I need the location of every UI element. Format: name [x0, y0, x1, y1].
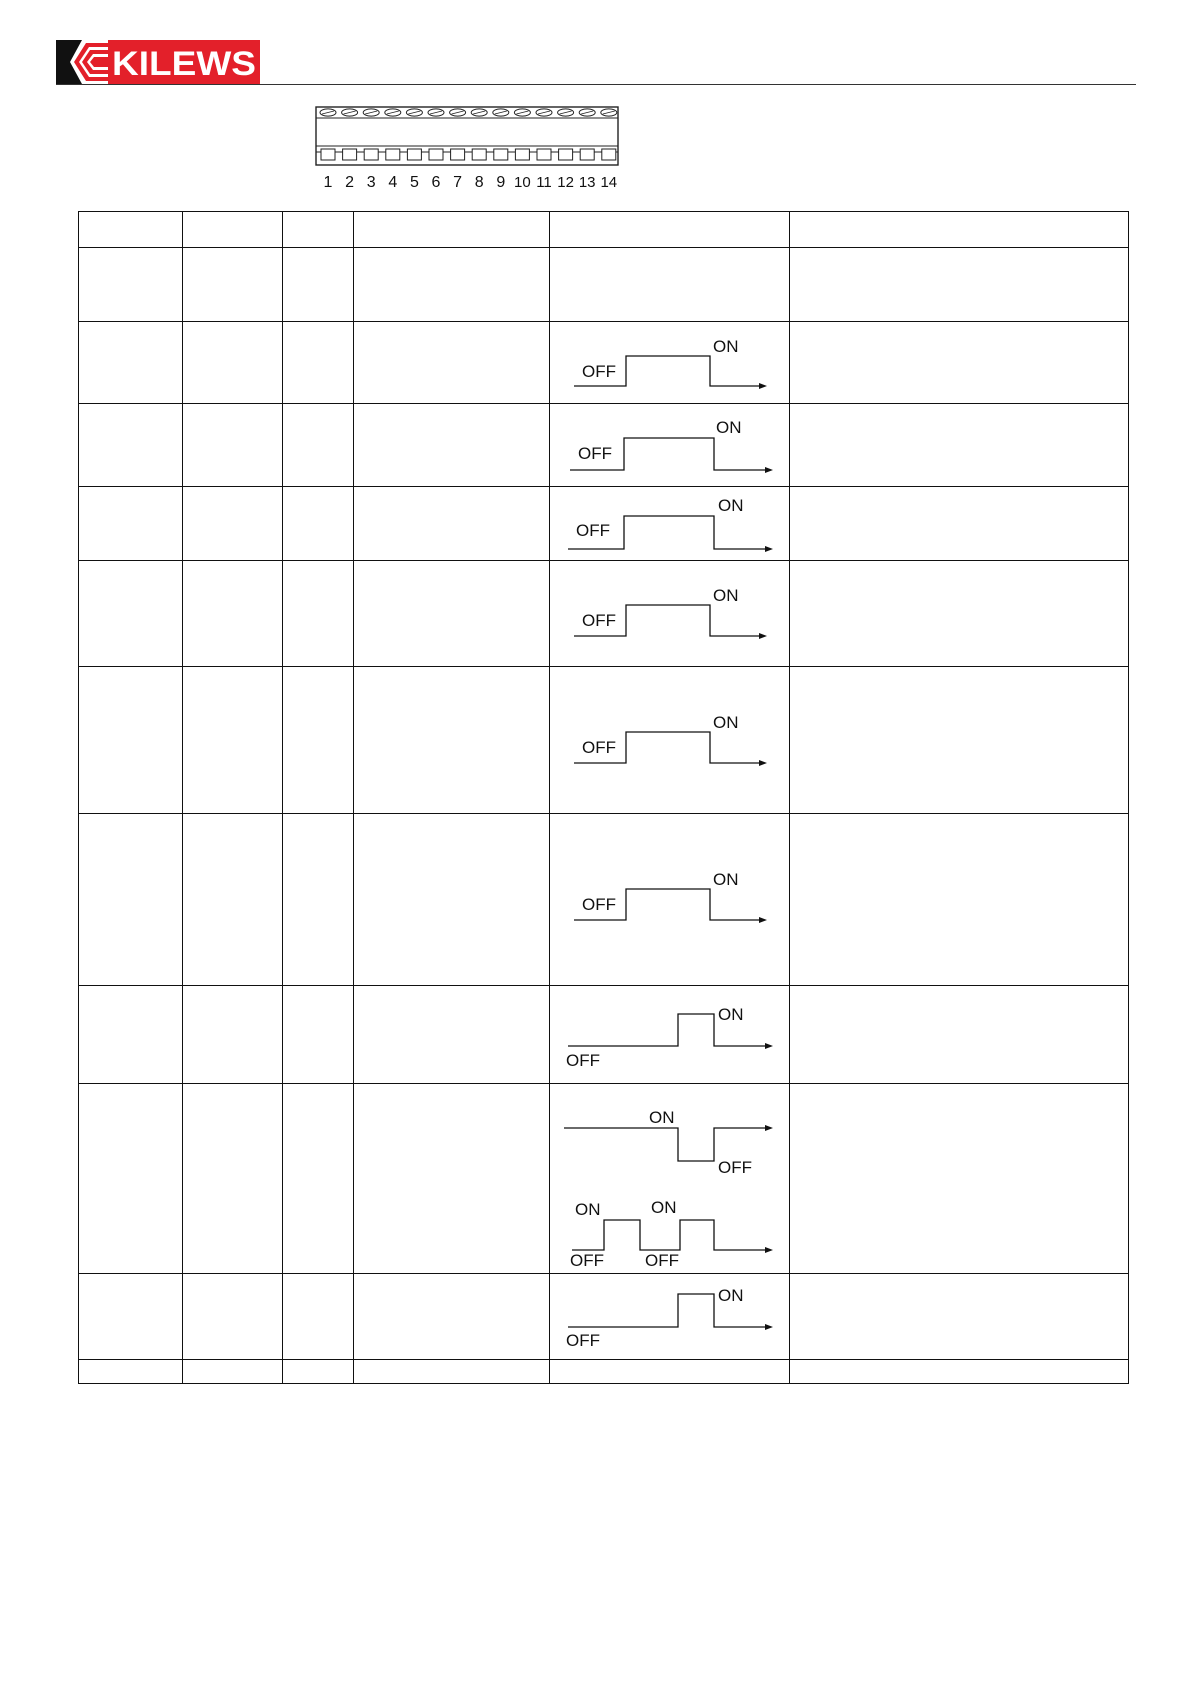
table-cell [283, 1084, 354, 1274]
terminal-pin-number: 1 [323, 174, 333, 191]
table-cell [354, 487, 550, 561]
table-row [79, 1084, 1129, 1274]
waveform-cell [550, 561, 790, 667]
waveform-label-on: ON [649, 1108, 675, 1127]
waveform-label-on: ON [713, 713, 739, 732]
waveform-cell [550, 814, 790, 986]
terminal-pin-number: 2 [345, 174, 355, 191]
table-row [79, 667, 1129, 814]
terminal-wire-slot [343, 149, 357, 160]
terminal-wire-slot [386, 149, 400, 160]
waveform-cell [550, 487, 790, 561]
terminal-pin-number: 14 [600, 174, 618, 191]
waveform-label-on: ON [713, 337, 739, 356]
terminal-wire-slot [537, 149, 551, 160]
terminal-pin-number: 11 [536, 174, 552, 191]
table-cell [354, 1274, 550, 1360]
table-cell [79, 561, 183, 667]
table-cell [790, 561, 1129, 667]
table-cell [79, 322, 183, 404]
header-rule [56, 84, 1136, 85]
table-cell [283, 986, 354, 1084]
waveform-short-pulse [550, 1274, 790, 1359]
terminal-block-diagram [314, 104, 620, 194]
table-cell [790, 487, 1129, 561]
terminal-pin-number: 3 [366, 174, 376, 191]
waveform-label-off: OFF [566, 1331, 600, 1350]
table-cell [283, 212, 354, 248]
table-row [79, 1360, 1129, 1384]
table-cell [283, 248, 354, 322]
table-cell [790, 1084, 1129, 1274]
table-cell [550, 212, 790, 248]
table-cell [183, 404, 283, 487]
table-cell [79, 404, 183, 487]
table-cell [283, 1274, 354, 1360]
waveform-label-on: ON [713, 586, 739, 605]
table-cell [790, 404, 1129, 487]
waveform-label-off: OFF [582, 611, 616, 630]
table-cell [79, 667, 183, 814]
table-cell [354, 404, 550, 487]
table-cell [79, 1084, 183, 1274]
waveform-label-on: ON [716, 418, 742, 437]
table-row [79, 561, 1129, 667]
table-cell [790, 1360, 1129, 1384]
table-cell [283, 814, 354, 986]
table-cell [283, 667, 354, 814]
table-cell [790, 322, 1129, 404]
waveform-cell [550, 986, 790, 1084]
table-cell [354, 248, 550, 322]
table-cell [790, 667, 1129, 814]
table-cell [354, 1084, 550, 1274]
waveform-pulse-high [550, 561, 790, 666]
table-cell [550, 1360, 790, 1384]
waveform-label-off: OFF [582, 362, 616, 381]
terminal-pin-number: 13 [578, 174, 596, 191]
table-cell [79, 212, 183, 248]
waveform-label-on: ON [575, 1200, 601, 1219]
table-row [79, 986, 1129, 1084]
waveform-short-pulse [550, 986, 790, 1083]
terminal-wire-slot [407, 149, 421, 160]
waveform-label-off: OFF [566, 1051, 600, 1070]
table-cell [354, 322, 550, 404]
terminal-wire-slot [321, 149, 335, 160]
table-cell [354, 986, 550, 1084]
table-cell [283, 561, 354, 667]
logo-text: KILEWS [112, 45, 256, 83]
table-cell [550, 248, 790, 322]
table-cell [79, 1274, 183, 1360]
table-cell [183, 814, 283, 986]
waveform-label-on: ON [718, 1005, 744, 1024]
waveform-pulse-high [550, 404, 790, 486]
table-cell [183, 667, 283, 814]
table-cell [790, 1274, 1129, 1360]
waveform-cell [550, 322, 790, 404]
table-cell [183, 561, 283, 667]
table-row [79, 322, 1129, 404]
terminal-wire-slot [580, 149, 594, 160]
table-row [79, 1274, 1129, 1360]
table-cell [183, 487, 283, 561]
terminal-wire-slot [451, 149, 465, 160]
table-header-row [79, 212, 1129, 248]
terminal-pin-number: 6 [431, 174, 441, 191]
table-cell [283, 1360, 354, 1384]
terminal-pin-number: 4 [388, 174, 398, 191]
table-cell [79, 487, 183, 561]
table-cell [790, 986, 1129, 1084]
waveform-label-off: OFF [718, 1158, 752, 1177]
kilews-logo [56, 40, 260, 84]
table-row [79, 487, 1129, 561]
waveform-label-off: OFF [576, 521, 610, 540]
waveform-pulse-high [550, 487, 790, 560]
waveform-cell [550, 404, 790, 487]
waveform-label-off: OFF [570, 1251, 604, 1270]
terminal-wire-slot [602, 149, 616, 160]
table-cell [183, 1274, 283, 1360]
table-cell [79, 814, 183, 986]
table-cell [354, 1360, 550, 1384]
table-cell [79, 248, 183, 322]
table-cell [79, 1360, 183, 1384]
terminal-wire-slot [515, 149, 529, 160]
table-cell [283, 322, 354, 404]
waveform-pulse-high [550, 667, 790, 813]
terminal-pin-number: 10 [514, 174, 531, 191]
terminal-wire-slot [472, 149, 486, 160]
waveform-label-off: OFF [645, 1251, 679, 1270]
waveform-pulse-high [550, 322, 790, 403]
terminal-pin-labels [324, 174, 618, 191]
terminal-pin-number: 5 [409, 174, 419, 191]
terminal-wire-slot [429, 149, 443, 160]
table-cell [283, 404, 354, 487]
terminal-pin-number: 9 [496, 174, 506, 191]
terminal-pin-number: 12 [557, 174, 574, 191]
waveform-label-on: ON [718, 1286, 744, 1305]
table-cell [354, 212, 550, 248]
table-row [79, 404, 1129, 487]
signal-table [78, 211, 1129, 1384]
waveform-label-off: OFF [582, 738, 616, 757]
table-cell [790, 212, 1129, 248]
waveform-label-on: ON [718, 496, 744, 515]
table-cell [183, 1084, 283, 1274]
table-cell [283, 487, 354, 561]
table-row [79, 248, 1129, 322]
table-cell [183, 248, 283, 322]
table-cell [79, 986, 183, 1084]
table-cell [790, 248, 1129, 322]
terminal-wire-slot [559, 149, 573, 160]
table-cell [183, 1360, 283, 1384]
terminal-wire-slot [494, 149, 508, 160]
table-cell [790, 814, 1129, 986]
waveform-label-off: OFF [582, 895, 616, 914]
terminal-pin-number: 8 [474, 174, 484, 191]
table-cell [183, 322, 283, 404]
waveform-cell [550, 1084, 790, 1274]
table-cell [354, 667, 550, 814]
waveform-dip-and-double-pulse [550, 1084, 790, 1273]
table-cell [183, 212, 283, 248]
terminal-wire-slot [364, 149, 378, 160]
table-row [79, 814, 1129, 986]
table-cell [183, 986, 283, 1084]
waveform-cell [550, 667, 790, 814]
waveform-label-on: ON [651, 1198, 677, 1217]
waveform-label-on: ON [713, 870, 739, 889]
table-cell [354, 561, 550, 667]
waveform-label-off: OFF [578, 444, 612, 463]
waveform-cell [550, 1274, 790, 1360]
terminal-pin-number: 7 [453, 174, 463, 191]
waveform-pulse-high [550, 814, 790, 985]
table-cell [354, 814, 550, 986]
